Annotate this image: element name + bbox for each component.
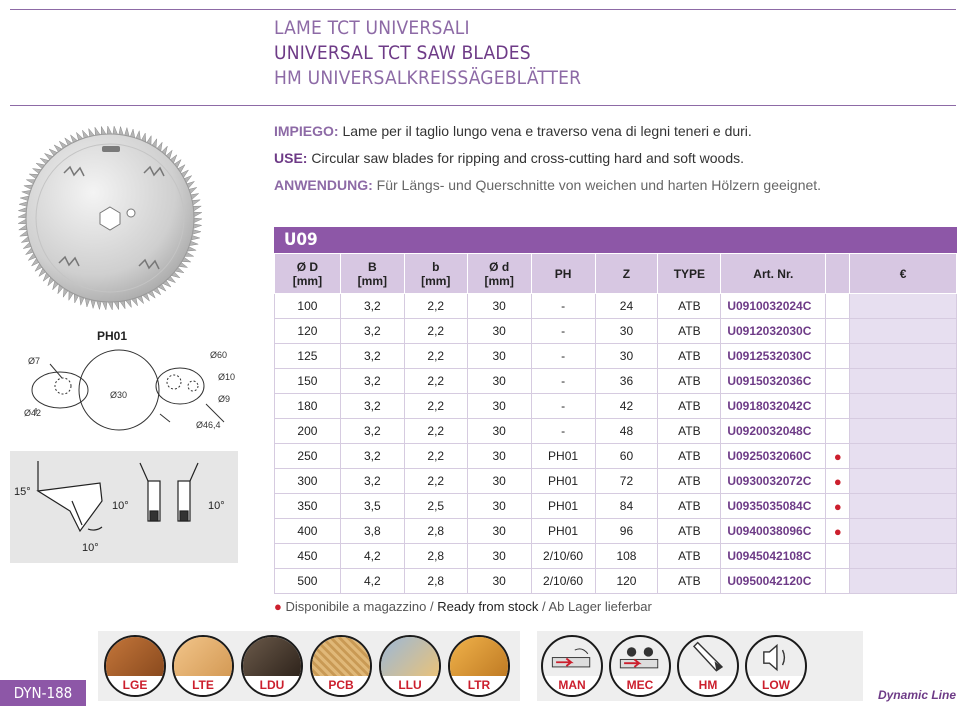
- table-row: [275, 319, 957, 344]
- cell-d: 100: [275, 294, 341, 319]
- dia-60-label: Ø60: [210, 350, 228, 360]
- cell-stock: ●: [826, 444, 850, 469]
- cell-d: 400: [275, 519, 341, 544]
- cell-art: U0918032042C: [721, 394, 826, 419]
- cell-art: U0940038096C: [721, 519, 826, 544]
- cell-type: ATB: [658, 344, 721, 369]
- cell-z: 60: [595, 444, 658, 469]
- cell-art: U0930032072C: [721, 469, 826, 494]
- cell-type: ATB: [658, 319, 721, 344]
- cell-stock: ●: [826, 494, 850, 519]
- cell-b: 2,8: [404, 569, 467, 594]
- cell-z: 84: [595, 494, 658, 519]
- cell-type: ATB: [658, 494, 721, 519]
- cell-d: 30: [467, 444, 531, 469]
- cell-stock: [826, 369, 850, 394]
- cell-d: 350: [275, 494, 341, 519]
- table-row: [275, 469, 957, 494]
- cell-b: 2,2: [404, 319, 467, 344]
- spec-table: [274, 253, 957, 594]
- cell-ph: PH01: [531, 444, 595, 469]
- product-code-header: U09: [274, 227, 957, 253]
- table-row: [275, 369, 957, 394]
- table-row: [275, 394, 957, 419]
- top-rule: [10, 9, 956, 10]
- cell-b: 2,2: [404, 394, 467, 419]
- cell-stock: ●: [826, 519, 850, 544]
- cell-type: ATB: [658, 569, 721, 594]
- column-header: €: [850, 254, 957, 294]
- cell-d: 30: [467, 569, 531, 594]
- cell-ph: PH01: [531, 519, 595, 544]
- cell-d: 30: [467, 344, 531, 369]
- cell-d: 300: [275, 469, 341, 494]
- hm-tip-icon: HM: [677, 635, 739, 697]
- cell-b: 3,2: [340, 419, 404, 444]
- cell-stock: [826, 394, 850, 419]
- cell-b: 3,2: [340, 394, 404, 419]
- cell-ph: 2/10/60: [531, 569, 595, 594]
- cell-b: 3,2: [340, 369, 404, 394]
- product-table: [274, 227, 957, 594]
- cell-z: 24: [595, 294, 658, 319]
- cell-type: ATB: [658, 369, 721, 394]
- cell-art: U0935035084C: [721, 494, 826, 519]
- cell-z: 48: [595, 419, 658, 444]
- cell-d: 180: [275, 394, 341, 419]
- low-noise-icon: LOW: [745, 635, 807, 697]
- cell-ph: PH01: [531, 469, 595, 494]
- cell-art: U0912032030C: [721, 319, 826, 344]
- cell-ph: -: [531, 419, 595, 444]
- cell-art: U0945042108C: [721, 544, 826, 569]
- cell-d: 30: [467, 369, 531, 394]
- dia-9-label: Ø9: [218, 394, 231, 404]
- table-row: [275, 519, 957, 544]
- pinhole-diagram: [10, 342, 250, 437]
- cell-type: ATB: [658, 444, 721, 469]
- cell-d: 30: [467, 394, 531, 419]
- price-cell: [850, 494, 957, 519]
- usage-italian: IMPIEGO: Lame per il taglio lungo vena e traverso vena di legni teneri e duri.: [274, 123, 752, 139]
- lge-material-icon: LGE: [104, 635, 166, 697]
- cell-type: ATB: [658, 544, 721, 569]
- cell-b: 2,8: [404, 544, 467, 569]
- cell-d: 30: [467, 294, 531, 319]
- price-cell: [850, 569, 957, 594]
- column-header: Ø D [mm]: [275, 254, 341, 294]
- cell-b: 2,2: [404, 294, 467, 319]
- column-header: Art. Nr.: [721, 254, 826, 294]
- table-row: [275, 444, 957, 469]
- cell-stock: [826, 419, 850, 444]
- cell-d: 450: [275, 544, 341, 569]
- price-cell: [850, 344, 957, 369]
- cell-z: 108: [595, 544, 658, 569]
- cell-stock: [826, 569, 850, 594]
- cell-ph: PH01: [531, 494, 595, 519]
- cell-d: 30: [467, 469, 531, 494]
- dia-7-label: Ø7: [28, 356, 41, 366]
- cell-b: 2,5: [404, 494, 467, 519]
- cell-type: ATB: [658, 419, 721, 444]
- price-cell: [850, 294, 957, 319]
- price-cell: [850, 369, 957, 394]
- column-header: B [mm]: [340, 254, 404, 294]
- angle-10-left-label: 10°: [112, 500, 129, 512]
- cell-stock: [826, 319, 850, 344]
- cell-d: 125: [275, 344, 341, 369]
- cell-z: 36: [595, 369, 658, 394]
- cell-stock: [826, 294, 850, 319]
- cell-b: 3,8: [340, 519, 404, 544]
- saw-blade-illustration: [14, 118, 204, 318]
- material-icons-bar: [98, 631, 520, 701]
- cell-d: 30: [467, 544, 531, 569]
- dia-30-label: Ø30: [110, 390, 128, 400]
- dia-10-label: Ø10: [218, 372, 236, 382]
- cell-art: U0925032060C: [721, 444, 826, 469]
- price-cell: [850, 394, 957, 419]
- angle-15-label: 15°: [14, 486, 31, 498]
- table-row: [275, 419, 957, 444]
- product-line-name: Dynamic Line: [877, 688, 956, 702]
- cell-type: ATB: [658, 294, 721, 319]
- cell-d: 250: [275, 444, 341, 469]
- cell-art: U0920032048C: [721, 419, 826, 444]
- price-cell: [850, 319, 957, 344]
- column-header: Ø d [mm]: [467, 254, 531, 294]
- cell-b: 2,8: [404, 519, 467, 544]
- cell-b: 3,2: [340, 319, 404, 344]
- cell-d: 120: [275, 319, 341, 344]
- cell-art: U0915032036C: [721, 369, 826, 394]
- cell-d: 500: [275, 569, 341, 594]
- title-block: [274, 16, 581, 91]
- table-header-row: [275, 254, 957, 294]
- cell-ph: -: [531, 344, 595, 369]
- price-cell: [850, 444, 957, 469]
- cell-ph: -: [531, 369, 595, 394]
- cell-d: 200: [275, 419, 341, 444]
- cell-type: ATB: [658, 519, 721, 544]
- cell-art: U0912532030C: [721, 344, 826, 369]
- cell-ph: -: [531, 394, 595, 419]
- column-header: Z: [595, 254, 658, 294]
- cell-b: 3,2: [340, 469, 404, 494]
- pcb-material-icon: PCB: [310, 635, 372, 697]
- cell-d: 30: [467, 419, 531, 444]
- usage-description: [274, 121, 821, 202]
- cell-type: ATB: [658, 394, 721, 419]
- table-body: [275, 294, 957, 594]
- ltr-material-icon: LTR: [448, 635, 510, 697]
- cell-b: 4,2: [340, 569, 404, 594]
- cell-art: U0950042120C: [721, 569, 826, 594]
- cell-b: 2,2: [404, 344, 467, 369]
- cell-z: 96: [595, 519, 658, 544]
- cell-b: 2,2: [404, 444, 467, 469]
- cell-stock: [826, 544, 850, 569]
- usage-english: USE: Circular saw blades for ripping and cross-cutting hard and soft woods.: [274, 150, 745, 166]
- table-row: [275, 569, 957, 594]
- dia-46-label: Ø46,4: [196, 420, 221, 430]
- cell-d: 30: [467, 494, 531, 519]
- title-english: UNIVERSAL TCT SAW BLADES: [274, 42, 531, 64]
- table-row: [275, 344, 957, 369]
- stock-note: ● Disponibile a magazzino / Ready from stock / Ab Lager lieferbar: [274, 599, 652, 614]
- cell-z: 42: [595, 394, 658, 419]
- lte-material-icon: LTE: [172, 635, 234, 697]
- column-header: b [mm]: [404, 254, 467, 294]
- manual-feed-icon: MAN: [541, 635, 603, 697]
- cell-b: 2,2: [404, 469, 467, 494]
- cell-b: 2,2: [404, 369, 467, 394]
- cell-d: 150: [275, 369, 341, 394]
- title-german: HM UNIVERSALKREISSÄGEBLÄTTER: [274, 67, 582, 89]
- cell-stock: ●: [826, 469, 850, 494]
- cell-b: 4,2: [340, 544, 404, 569]
- cell-z: 30: [595, 344, 658, 369]
- cell-stock: [826, 344, 850, 369]
- cell-art: U0910032024C: [721, 294, 826, 319]
- angle-10-bottom-label: 10°: [82, 542, 99, 554]
- table-row: [275, 294, 957, 319]
- angle-10-right-label: 10°: [208, 500, 225, 512]
- mechanical-feed-icon: MEC: [609, 635, 671, 697]
- page-code-badge: DYN-188: [0, 680, 86, 706]
- cell-b: 3,5: [340, 494, 404, 519]
- pinhole-label: PH01: [97, 329, 128, 343]
- cell-d: 30: [467, 519, 531, 544]
- price-cell: [850, 419, 957, 444]
- table-row: [275, 494, 957, 519]
- cell-b: 3,2: [340, 294, 404, 319]
- cell-z: 72: [595, 469, 658, 494]
- usage-german: ANWENDUNG: Für Längs- und Querschnitte von weichen und harten Hölzern geeignet.: [274, 177, 822, 193]
- cell-type: ATB: [658, 469, 721, 494]
- cell-ph: 2/10/60: [531, 544, 595, 569]
- column-header: TYPE: [658, 254, 721, 294]
- cell-ph: -: [531, 319, 595, 344]
- cell-b: 3,2: [340, 344, 404, 369]
- title-italian: LAME TCT UNIVERSALI: [274, 17, 470, 39]
- price-cell: [850, 469, 957, 494]
- ldu-material-icon: LDU: [241, 635, 303, 697]
- dia-42-label: Ø42: [24, 408, 42, 418]
- cell-b: 2,2: [404, 419, 467, 444]
- cell-b: 3,2: [340, 444, 404, 469]
- price-cell: [850, 519, 957, 544]
- tooth-angle-diagram: [10, 451, 238, 563]
- header-rule: [10, 105, 956, 106]
- price-cell: [850, 544, 957, 569]
- column-header: PH: [531, 254, 595, 294]
- cell-d: 30: [467, 319, 531, 344]
- llu-material-icon: LLU: [379, 635, 441, 697]
- column-header: [826, 254, 850, 294]
- cell-z: 30: [595, 319, 658, 344]
- cell-ph: -: [531, 294, 595, 319]
- cell-z: 120: [595, 569, 658, 594]
- table-row: [275, 544, 957, 569]
- machine-icons-bar: [537, 631, 863, 701]
